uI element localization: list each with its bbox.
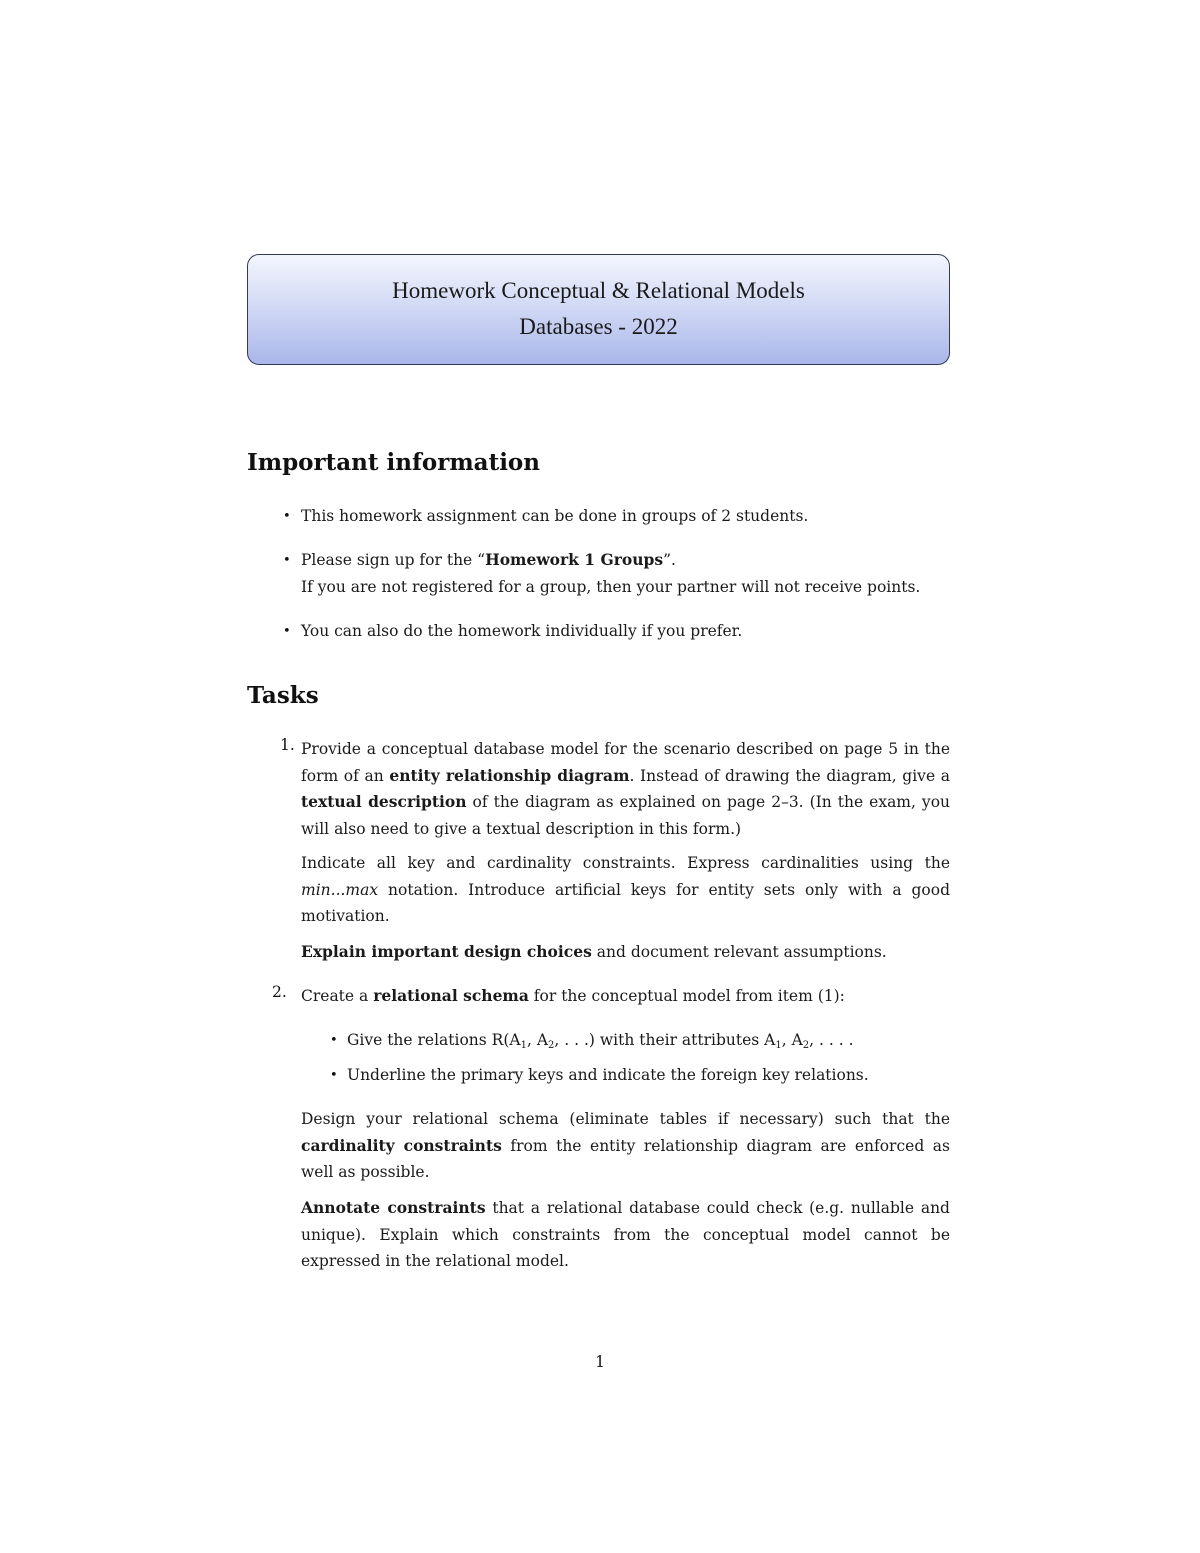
task-2-subitem-2: Underline the primary keys and indicate the foreign key relations. [347, 1066, 869, 1084]
task1-bold-erd: entity relationship diagram [389, 765, 630, 785]
task-2-paragraph-1 [301, 1106, 950, 1186]
bullet-marker: • [283, 624, 291, 639]
important-bullet-2 [301, 547, 961, 600]
important-information-heading: Important information [247, 449, 540, 476]
task1-text-a: Provide a conceptual database model for the scenario described on page 5 in the form of an [301, 740, 950, 785]
task1-p2-text-a: Indicate all key and cardinality constraints. Express cardinalities using the [301, 854, 950, 872]
task2-p1-c: from the entity relationship diagram are enforced as well as possible. [301, 1136, 950, 1181]
document-subtitle: Databases - 2022 [519, 314, 678, 339]
sub1-s2: 2 [548, 1040, 555, 1051]
task1-p2-text-c: notation. Introduce artificial keys for entity sets only with a good motivation. [301, 880, 950, 925]
bullet-marker: • [283, 553, 291, 568]
task2-p1-bold: cardinality constraints [301, 1135, 502, 1155]
bullet-marker: • [283, 509, 291, 524]
task-1-paragraph-2 [301, 850, 950, 930]
important-bullet-3: You can also do the homework individually if you prefer. [301, 622, 743, 640]
sub1-e: , . . . . [809, 1031, 854, 1049]
task1-text-c: . Instead of drawing the diagram, give a [629, 766, 950, 785]
task1-p2-italic: min...max [301, 880, 379, 899]
task-2-paragraph-2 [301, 1195, 950, 1275]
bullet2-line2: If you are not registered for a group, then your partner will not receive points. [301, 577, 921, 596]
task-2-number: 2. [272, 983, 287, 1001]
task1-p3-bold: Explain important design choices [301, 942, 592, 961]
task2-intro-a: Create a [301, 987, 374, 1005]
task2-p2-bold: Annotate constraints [301, 1198, 486, 1217]
bullet-marker: • [330, 1068, 338, 1083]
task2-intro-bold: relational schema [373, 986, 529, 1005]
bullet2-text-post: ”. [663, 551, 676, 569]
sub1-s4: 2 [802, 1040, 810, 1051]
task2-intro-c: for the conceptual model from item (1): [528, 987, 845, 1005]
task1-text-e: of the diagram as explained on page 2–3. (In the exam, you will also need to give a textual description in this form.) [301, 793, 951, 838]
task1-p3-rest: and document relevant assumptions. [591, 943, 887, 961]
homework-groups-label: Homework 1 Groups [485, 550, 664, 569]
task-1-paragraph-1 [301, 736, 950, 842]
sub1-s1: 1 [520, 1040, 527, 1051]
bullet-marker: • [330, 1033, 338, 1048]
title-box [247, 254, 950, 365]
task2-p2-rest: that a relational database could check (e.g. nullable and unique). Explain which constraints from the conceptual model cannot be expressed in the relational model. [301, 1199, 950, 1270]
bullet2-text-pre: Please sign up for the “ [301, 551, 486, 569]
page-number: 1 [595, 1353, 605, 1371]
task-2-subitem-1 [347, 1027, 950, 1054]
sub1-a: Give the relations R(A [347, 1031, 521, 1049]
task-1-paragraph-3 [301, 939, 950, 966]
task1-bold-textual: textual description [301, 792, 467, 811]
important-bullet-1: This homework assignment can be done in groups of 2 students. [301, 507, 809, 525]
sub1-d: , A [781, 1031, 803, 1049]
task-1-number: 1. [280, 736, 295, 754]
sub1-b: , A [526, 1031, 549, 1049]
document-title: Homework Conceptual & Relational Models [392, 278, 805, 303]
task2-p1-a: Design your relational schema (eliminate tables if necessary) such that the [301, 1110, 950, 1128]
task-2-intro [301, 983, 950, 1010]
sub1-s3: 1 [775, 1040, 782, 1051]
sub1-c: , . . .) with their attributes A [554, 1031, 776, 1049]
tasks-heading: Tasks [247, 682, 319, 709]
